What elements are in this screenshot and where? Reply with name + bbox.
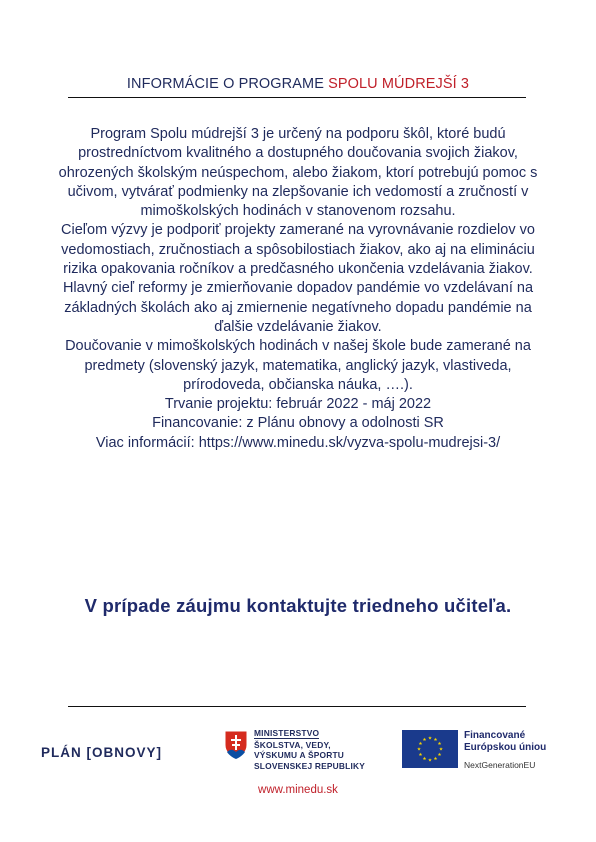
project-duration: Trvanie projektu: február 2022 - máj 2022	[164, 396, 432, 413]
eu-line-2: Európskou úniou	[464, 742, 547, 753]
slovak-coat-of-arms-icon	[224, 730, 248, 760]
more-info-link[interactable]: Viac informácií: https://www.minedu.sk/vyzva-spolu-mudrejsi-3/	[95, 434, 501, 451]
plan-logo-bracket-close: ]	[156, 745, 163, 760]
plan-obnovy-logo	[41, 745, 162, 760]
plan-logo-bracket-open: [	[86, 745, 93, 760]
title-prefix: INFORMÁCIE O PROGRAME	[126, 76, 329, 92]
ministry-line-3: VÝSKUMU A ŠPORTU	[254, 750, 345, 761]
paragraph-intro: Program Spolu múdrejší 3 je určený na podporu škôl, ktoré budú prostredníctvom kvalitného a dostupného doučovania svojich žiakov, ohrozených školským neúspechom, alebo žiakom, ktorí potrebujú pomoc s učivom, vytvárať podmienky na zlepšovanie ich vedomostí a zručností v mimoškolských hodinách v stanovenom rozsahu.	[58, 126, 538, 220]
plan-logo-word1: PLÁN	[41, 745, 82, 760]
ministry-logo	[224, 728, 384, 778]
financing-info: Financovanie: z Plánu obnovy a odolnosti SR	[152, 415, 444, 432]
body-text	[48, 125, 548, 453]
page-title	[0, 76, 596, 92]
footer-url-link[interactable]: www.minedu.sk	[258, 784, 338, 796]
ministry-name	[254, 728, 365, 771]
paragraph-goal: Cieľom výzvy je podporiť projekty zamerané na vyrovnávanie rozdielov vo vedomostiach, zručnostiach a spôsobilostiach žiakov, ako aj na elimináciu rizika opakovania ročníkov a predčasného ukončenia vzdelávania žiakov.	[61, 222, 535, 278]
eu-flag-icon	[402, 730, 458, 768]
bottom-divider	[68, 706, 526, 707]
eu-funding-logo	[402, 730, 572, 770]
contact-call-to-action: V prípade záujmu kontaktujte triedneho učiteľa.	[84, 595, 512, 616]
eu-line-3: NextGenerationEU	[464, 760, 536, 770]
ministry-line-2: ŠKOLSTVA, VEDY,	[254, 740, 331, 751]
ministry-line-4: SLOVENSKEJ REPUBLIKY	[254, 760, 366, 771]
ministry-line-1: MINISTERSTVO	[254, 728, 320, 738]
plan-logo-word2: OBNOVY	[92, 745, 157, 760]
eu-line-1: Financované	[464, 730, 526, 741]
paragraph-reform: Hlavný cieľ reformy je zmierňovanie dopadov pandémie vo vzdelávaní na základných školách ako aj zmiernenie negatívneho dopadu pandémie na ďalšie vzdelávanie žiakov.	[62, 280, 534, 335]
title-program-name: SPOLU MÚDREJŠÍ 3	[328, 76, 470, 92]
top-divider	[68, 97, 526, 98]
paragraph-subjects: Doučovanie v mimoškolských hodinách v našej škole bude zamerané na predmety (slovenský jazyk, matematika, anglický jazyk, vlastiveda, prírodoveda, občianska náuka, ….).	[65, 338, 531, 393]
eu-text	[464, 730, 546, 772]
